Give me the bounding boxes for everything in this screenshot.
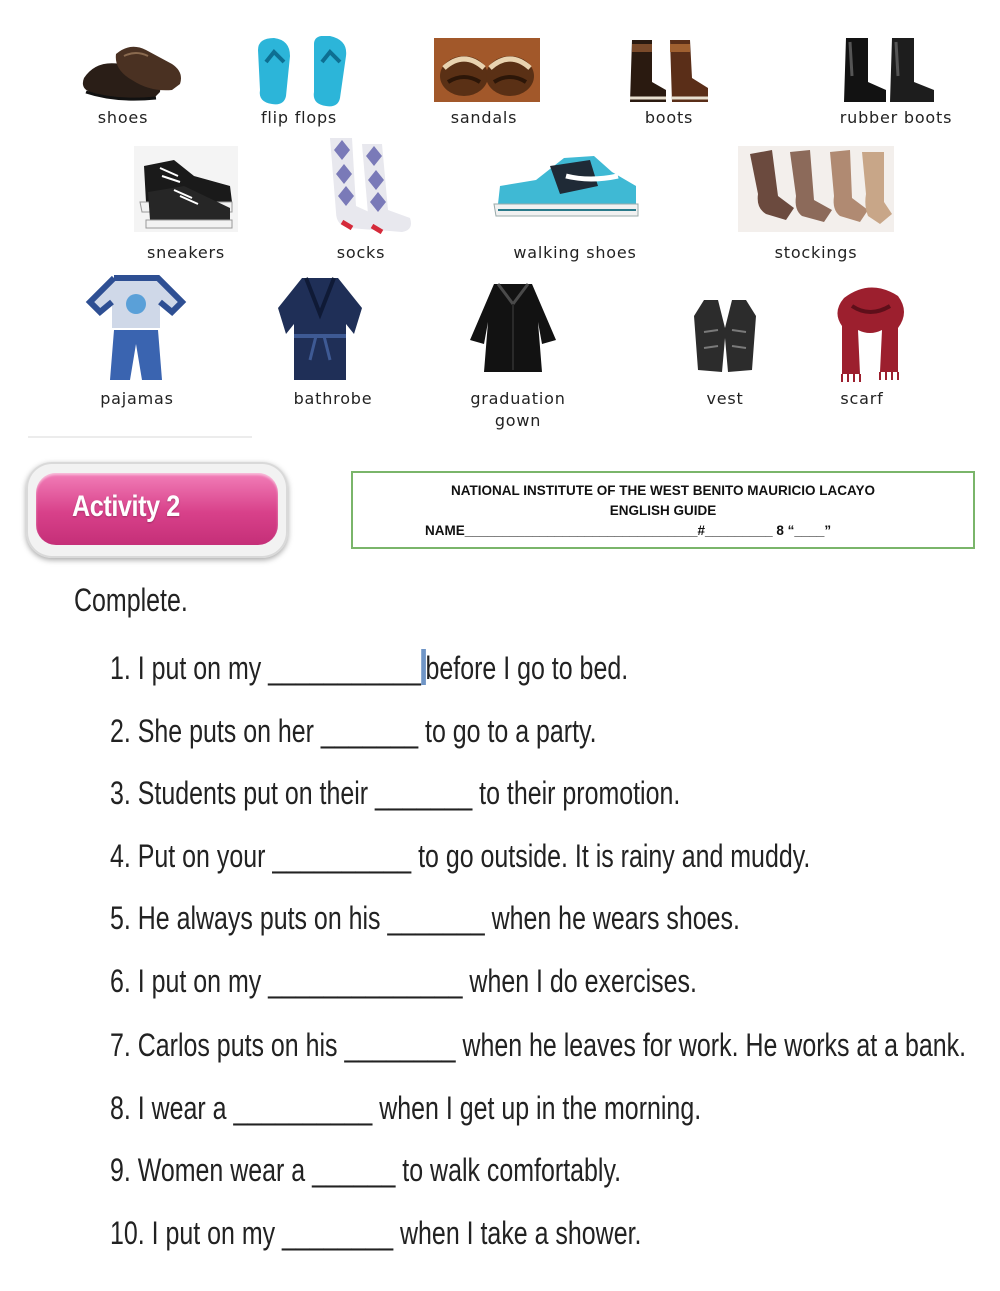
- socks-icon: [322, 136, 416, 238]
- vocab-label-rubber-boots: rubber boots: [839, 108, 953, 127]
- answer-blank-4[interactable]: __________: [272, 838, 412, 874]
- answer-blank-7[interactable]: ________: [344, 1027, 456, 1063]
- sandals-icon: [434, 38, 540, 102]
- sentence-2: [110, 711, 597, 751]
- activity-banner: [26, 462, 288, 558]
- sentence-text-end: when I take a shower.: [393, 1215, 642, 1251]
- sentence-text-end: to go to a party.: [418, 713, 597, 749]
- activity-title: Activity 2: [72, 490, 180, 523]
- sentence-text-end: before I go to bed.: [425, 650, 629, 686]
- walking-shoes-icon: [490, 152, 642, 220]
- shoes-icon: [76, 34, 188, 106]
- answer-blank-1[interactable]: ___________: [268, 650, 421, 686]
- sentence-1: [110, 648, 628, 688]
- sentence-4: [110, 836, 810, 876]
- sentence-text-start: 6. I put on my: [110, 963, 269, 999]
- sentence-text-end: when I do exercises.: [462, 963, 697, 999]
- sentence-8: [110, 1088, 701, 1128]
- pajamas-icon: [84, 272, 188, 384]
- exercise-instruction: Complete.: [74, 582, 188, 618]
- stockings-icon: [738, 146, 894, 232]
- answer-blank-2[interactable]: _______: [320, 713, 419, 749]
- sentence-5: [110, 898, 740, 938]
- sentence-9: [110, 1150, 621, 1190]
- vocab-label-pajamas: pajamas: [100, 389, 174, 408]
- answer-blank-9[interactable]: ______: [312, 1152, 396, 1188]
- activity-banner-pill: [36, 473, 278, 545]
- sentence-text-end: when I get up in the morning.: [372, 1090, 702, 1126]
- sentence-text-start: 2. She puts on her: [110, 713, 321, 749]
- vocab-label-bathrobe: bathrobe: [293, 389, 373, 408]
- subject-title: ENGLISH GUIDE: [609, 503, 717, 518]
- vocab-label-graduation: graduation: [470, 389, 566, 408]
- vest-icon: [690, 298, 760, 374]
- student-header-box: [351, 471, 975, 549]
- answer-blank-5[interactable]: _______: [387, 900, 485, 936]
- sentence-text-start: 4. Put on your: [110, 838, 273, 874]
- institute-name: NATIONAL INSTITUTE OF THE WEST BENITO MAURICIO LACAYO: [450, 483, 875, 498]
- sentence-text-start: 10. I put on my: [110, 1215, 283, 1251]
- student-name-line: NAME_______________________________#_________ 8 “____”: [425, 523, 832, 538]
- sentence-text-start: 1. I put on my: [110, 650, 269, 686]
- answer-blank-3[interactable]: _______: [375, 775, 473, 811]
- sentence-text-start: 3. Students put on their: [110, 775, 376, 811]
- sentence-text-start: 7. Carlos puts on his: [110, 1027, 345, 1063]
- sentence-text-end: when he wears shoes.: [484, 900, 740, 936]
- vocab-label-vest: vest: [706, 389, 744, 408]
- vocab-label-socks: socks: [336, 243, 386, 262]
- vocab-label-scarf: scarf: [840, 389, 884, 408]
- scarf-icon: [828, 284, 912, 384]
- boots-icon: [626, 38, 710, 106]
- section-divider: [28, 436, 252, 438]
- vocab-label-boots: boots: [644, 108, 694, 127]
- bathrobe-icon: [276, 274, 364, 384]
- vocab-label-shoes: shoes: [97, 108, 149, 127]
- vocab-label-flip-flops: flip flops: [260, 108, 338, 127]
- vocab-label-stockings: stockings: [774, 243, 858, 262]
- sentence-text-end: to go outside. It is rainy and muddy.: [411, 838, 811, 874]
- vocab-label-gown: gown: [494, 411, 542, 430]
- graduation-gown-icon: [468, 282, 558, 374]
- sentence-text-start: 5. He always puts on his: [110, 900, 388, 936]
- sentence-3: [110, 773, 680, 813]
- flip-flops-icon: [252, 36, 358, 108]
- sentence-6: [110, 961, 697, 1001]
- sneakers-icon: [134, 146, 238, 232]
- answer-blank-6[interactable]: ______________: [268, 963, 463, 999]
- sentence-text-start: 8. I wear a: [110, 1090, 234, 1126]
- sentence-text-end: when he leaves for work. He works at a bank.: [455, 1027, 967, 1063]
- answer-blank-8[interactable]: __________: [233, 1090, 373, 1126]
- rubber-boots-icon: [838, 36, 938, 104]
- vocab-label-sneakers: sneakers: [147, 243, 225, 262]
- sentence-text-end: to their promotion.: [472, 775, 681, 811]
- vocab-label-sandals: sandals: [450, 108, 518, 127]
- answer-blank-10[interactable]: ________: [282, 1215, 394, 1251]
- sentence-10: [110, 1213, 641, 1253]
- sentence-7: [110, 1025, 966, 1065]
- vocab-label-walking-shoes: walking shoes: [513, 243, 637, 262]
- sentence-text-start: 9. Women wear a: [110, 1152, 313, 1188]
- sentence-text-end: to walk comfortably.: [395, 1152, 622, 1188]
